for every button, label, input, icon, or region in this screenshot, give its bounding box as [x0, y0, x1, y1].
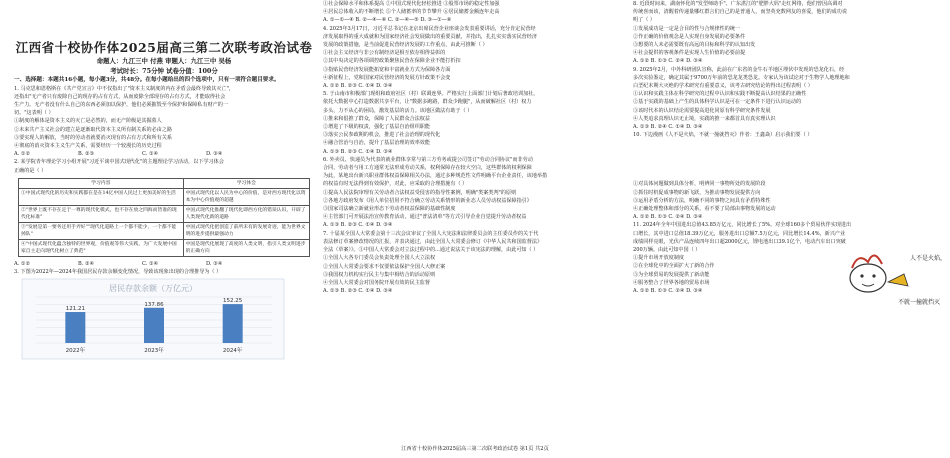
chart-category-label: 2024年: [222, 348, 243, 355]
question-line: A. ①② B. ①③ C. ②④ D. ③④: [633, 288, 703, 295]
option-b[interactable]: B. ②④: [78, 260, 95, 267]
study-table: [18, 178, 310, 257]
chart-data-label: 137.86: [144, 301, 164, 308]
table-cell: 中国式现代化推翻了现代化即西方化的错误认识，开辟了人类现代化新的道路: [183, 205, 309, 222]
question-line: ④全国人大常委会对国务院开展有效的民主监督: [323, 279, 430, 286]
table-cell: ②"世界上既不存在定于一尊的现代化模式，也不存在放之四海而皆准的现代化标准": [19, 205, 184, 222]
question-line: ③我国权力机构实行民主与集中相结合的活动原则: [323, 271, 436, 278]
question-line: ①社会保障水平和体系提高 ②中国式现代化轻松推进 ③股票市场的稳定性加强: [323, 1, 500, 7]
question-2-line: 2. 某学院青年理论学习小组开展"习近平谈中国式现代化"的主题理论学习活动，以下学习体会: [14, 159, 224, 166]
question-line: ③指贴民营经济发展能拓宽和丰富就业方式为保障各方面: [323, 66, 451, 73]
question-line: 发展的政策措施，是当前促进民营经济发展的工作重点，由此可推断（ ）: [323, 42, 488, 49]
question-line: A. ①—①—④ B. ②—④—⑥ C. ②—④—⑤ D. ③—①—⑥: [323, 17, 452, 24]
question-line: [633, 148, 938, 156]
exam-info: 考试时长：75分钟 试卷分值：100分: [110, 67, 218, 75]
column-left: [14, 0, 314, 458]
table-row: [19, 239, 310, 256]
question-line: ②全国人大常委会要求不仅要依法保护全国人大修正案: [323, 263, 446, 270]
question-line: 9. 2025年2月，中外科研团队宣称，此前在广东省的金牛石羊地区埋伏中发现的恐龙化石，经: [633, 66, 845, 73]
question-line: 全法（草案）》。③中国人大常委会对立法过程中的...通过说法关于该宪法的理解，由此可知（ ）: [323, 247, 539, 254]
question-line: 为此，某地出台新兴职业群体权益保障相关办法，通过多种规范性文件明确平台企业责任，该地举措: [323, 173, 548, 180]
question-line: ④新征程上，党和国家对民营经济的发展方针政策不会变: [323, 74, 451, 81]
question-line: 切。"这表明（ ）: [14, 110, 54, 117]
deposit-bar-chart: [22, 279, 284, 359]
option-c[interactable]: C. ①④: [142, 151, 159, 158]
question-line: ①提高人民法院审理有关劳动者合法权益受侵害的指导性案例，明确"类案类判"的原则: [323, 189, 517, 196]
option-a[interactable]: A. ①②: [14, 260, 31, 267]
questions-4-7: [323, 0, 625, 295]
question-line: ①社会主义经济与非公有制经济是相互依存相得益彰的: [323, 50, 446, 57]
question-line: 1. 马克思和恩格斯在《共产党宣言》中不仅指出了"资本主义制度的内在矛盾会最终导致其灭亡"，: [14, 85, 235, 92]
question-line: 济发展取得的重大成就和为国家经济社会发展做出的重要贡献，并指出，扎扎实实落实民营经济: [323, 33, 537, 40]
question-line: 口增长，其中进口总值18.39万亿元，服务进出口总额7.5万亿元，同比增长14.4%，新兴产业: [633, 230, 846, 237]
option-c[interactable]: C. ①④: [142, 260, 159, 267]
chart-title: 居民存款余额（万亿元）: [109, 284, 197, 294]
question-line: ②增进了下级的权责，强化了基层自治组织职能: [323, 124, 430, 131]
table-row: [19, 222, 310, 239]
question-line: ④人类追求真理认识无止境，实践的推一来都首具有真实理认识: [633, 115, 776, 122]
question-line: ①推来和倡推了群众，保障了人民群众合法权益: [323, 115, 430, 122]
question-line: A. ①③ B. ②③ C. ①④ D. ③④: [323, 222, 393, 229]
option-d[interactable]: D. ③④: [206, 260, 223, 267]
question-line: A. ①③ B. ②③ C. ①④ D. ③④: [323, 148, 393, 155]
question-line: 明了（ ）: [633, 17, 655, 24]
question-3-line: 3. 下图为2022年—2024年我国居民存款余额变化情况，导致该现象出现的合理推导为（ ）: [14, 268, 222, 275]
question-line: ③国家司法确立新就业形态下劳动者权益保障的基础性制度: [323, 206, 456, 213]
cartoon-face-icon: [850, 264, 886, 292]
table-cell: 中国是现代化展现了高度的人类文明，指引人类文明进步的正确方向: [183, 239, 309, 256]
table-cell: ④"中国式现代化蕴含独特的世界观，价值观等伟大实践，为广大发展中国家自主走向现代化树立了典范": [19, 239, 184, 256]
question-line: 生产力。无产者没有什么自己的东西必须加以保护，他们必须摧毁至今保护和保障私有财产的一: [14, 101, 228, 108]
column-middle: [323, 0, 625, 458]
chart-data-label: 121.21: [65, 306, 85, 313]
cartoon-illustration: [828, 242, 947, 312]
question-2-options: [14, 260, 314, 268]
question-line: ①全国人大各专门委员会负责处理全国人大立法权: [323, 255, 436, 262]
table-cell: 中国式现代化以人民为中心的价值，是对西方现代化以资本为中心价值观的超越: [183, 188, 309, 205]
question-line: A. ①② B. ①③ C. ②④ D. ③④: [633, 58, 703, 65]
question-line: ④社会提供的客观条件是实现人生价值的必要前提: [633, 50, 746, 57]
question-line: 11. 2024年全年中国进出总值43.85万亿元，同比增长了5%。对全球160多个贸易伙伴实现进出: [633, 222, 852, 229]
question-line: 200万辆。由此可知中国（ ）: [633, 247, 701, 254]
question-line: [633, 139, 938, 147]
question-line: 的权益有时无法得到有效保护，对此，应采取的合理措施有（ ）: [323, 181, 468, 188]
question-line: 6. 外卖员、快递员为代表的就业群体享常与第三方劳务或提公司签订"劳动合同协议"而非劳动: [323, 156, 533, 163]
question-line: 传统喜而该，清醒着传递量哪红群言们自己的是普通人，而坚英充数网友的喜爱，他们的成功说: [633, 9, 847, 16]
question-line: ③该时代本的认识结论需要提高进化同原有科学研究条件发展: [633, 107, 771, 114]
question-line: ②各地方政府发布《用人单位招用不符合确立劳动关系情形的新业态人员劳动权益保障指引》: [323, 197, 532, 204]
question-line: 5. 于山南市积极部门现组和政府社区（村）联调连界。严格实行上面部门计划后著政培训加社。: [323, 91, 539, 98]
question-line: ②基于实践的基础上产生的具体科学认识是可在一定条件下进行认识运动的: [633, 99, 802, 106]
chart-bar: [223, 304, 243, 343]
page-footer: 江西省十校协作体2025届高三第二次联考政治试卷 第1页 共2页: [401, 446, 549, 452]
question-line: ③运用矛盾分析的方法，明确不同的事物之间具有矛盾特殊性: [633, 197, 771, 204]
question-line: [633, 156, 938, 164]
question-line: 白垩纪末期大灭绝的学术研究有重要意义，该考古研究结论的得出过程表明（ ）: [633, 83, 813, 90]
question-line: A. ①② B. ②③ C. ①④ D. ③④: [323, 83, 393, 90]
cartoon-eye-icon: [860, 274, 863, 277]
chart-category-label: 2023年: [144, 348, 164, 355]
question-1-options: [14, 150, 314, 158]
question-line: ②抓住时机促成事物的新飞跃，为推动事物发展提供方向: [633, 189, 761, 196]
question-line: ④主管部门可开展法治宣传教育活动，通过"普法清单"等方式引导企业自觉提升劳动者权益: [323, 214, 527, 221]
question-line: 4. 2025年3月17日，习近平总书记在北京出席民营企业座谈会发表重要讲话，充分肯定民营经: [323, 25, 536, 32]
question-line: ③落实公民参政期的机会，推进了社会治理的现代化: [323, 132, 441, 139]
question-2-line: 正确的是（ ）: [14, 167, 47, 174]
question-1: [14, 85, 314, 151]
question-line: 依托大数据中心打造数据共享平台，让"数据多跑路，群众少跑腿"，从而破解社区（村）权力: [323, 99, 532, 106]
table-header: 学习体会: [183, 178, 309, 188]
question-line: ③为全球贸易的发展提供了新动能: [633, 271, 710, 278]
question-line: 成绩同样亮眼，光伏产品连续四年出口超2000亿元，锂电池出口39.1亿个，电动汽车出口突破: [633, 238, 846, 245]
table-row: [19, 188, 310, 205]
section-heading: 一、选择题：本题共16小题，每小题3分，共48分。在每小题给出的四个选项中，只有一项符合题目要求。: [14, 77, 280, 83]
question-line: A. ①③ B. ②③ C. ①④ D. ③④: [323, 288, 393, 295]
table-header: 学习内容: [19, 178, 184, 188]
question-line: ④居民总体收入的不断增长 ⑤个人储蓄率的节节攀升 ⑥居民储蓄金额连年走高: [323, 9, 500, 16]
chart-bar: [65, 312, 85, 343]
question-line: 10. 下边漫画《人不是火焰，不就一撞就挡灭》作者：王鑫焱）启示我们要（ ）: [633, 132, 813, 139]
table-row: [19, 205, 310, 222]
table-cell: ③"发展是第一要务还用手弄好""现代化道路上一个都不能少，一个都不能掉队": [19, 222, 184, 239]
question-line: ①提升市场开放度制度: [633, 255, 684, 262]
fire-extinguisher-icon: [888, 274, 908, 286]
question-line: ①对具体问题做到具体分析，明辨同一事物所处的发展阶段: [633, 181, 766, 188]
exam-authors: 命题人：九江三中 付燕 审题人：九江三中 吴杨: [96, 57, 232, 65]
question-line: 7. 十届某全国人大常委会第十三次会议审议了全国人大宪法和法律委员会的主任委员作的关于代: [323, 230, 539, 237]
question-line: ②作正确的价值观念是人实现自身发展的必要条件: [633, 33, 746, 40]
question-line: A. ①② B. ①③ C. ②④ D. ③④: [633, 214, 703, 221]
table-cell: 中国式现代化把创造了前所未有的发展奇迹，能为世界文明的进步提供最强动力: [183, 222, 309, 239]
question-line: ①发展成功是一定是合目的性与合规律性的统一: [633, 25, 740, 32]
option-b[interactable]: B. ②③: [78, 151, 95, 158]
question-line: ④彻底的消灭资本主义生产关系，需要经历一个较漫长的历史过程: [14, 142, 162, 149]
question-line: [633, 172, 938, 180]
question-line: 表法修订草案修改情况的汇报，并表决通过，由此全国人大常委会修订《中华人民共和国监督法》: [323, 238, 543, 245]
question-line: ④服务整合了世界各地的贸易市场: [633, 279, 710, 286]
question-line: ②未来共产主义社会的建立是逐渐取代资本主义所有制关系的必由之路: [14, 126, 172, 133]
exam-title: 江西省十校协作体2025届高三第二次联考政治试卷: [15, 40, 313, 55]
question-line: ④融合管治与自治，提升了基层治理的效率效能: [323, 140, 430, 147]
question-line: ③想要的人未必需要既有高远的目标和科学的认知出发: [633, 42, 756, 49]
question-line: 多次实验鉴定，确定其属于9700万年前的恐龙龙类恐龙。专家认为该试论对于生物学人地理地和: [633, 74, 850, 81]
option-a[interactable]: A. ①②: [14, 151, 31, 158]
chart-bar: [144, 308, 164, 343]
question-line: ③要实现人的解放，当时的劳动者就要消灭现有的占有方式和所有关系: [14, 134, 172, 141]
question-line: 多头，力不从心的困局，激发基层的活力。该地区做法有助于（ ）: [323, 107, 473, 114]
question-line: ②其中央决定的各项调控政策聚焦民营在保障企业不能打折扣: [323, 58, 461, 65]
chart-category-label: 2022年: [65, 348, 86, 355]
question-line: 8. 近段时间来，湖南怀化的"发型师助手"、广东湛江的"肥胖大妈"走红网络，他们曾因高调对: [633, 1, 843, 7]
cartoon-caption-bottom: 不就一撞就挡灭: [898, 299, 941, 306]
chart-data-label: 152.25: [223, 298, 243, 305]
column-right: [633, 0, 947, 458]
cartoon-eye-icon: [872, 274, 875, 277]
question-line: 还指出"无产者只有废除自己的现存的占有方式，从而废除全部现存的占有方式，才能取得社会: [14, 93, 226, 100]
question-line: ②在全球化中的全面扩大了新的合作: [633, 263, 715, 270]
table-cell: ①中国式现代化的历史和实践都在是在14亿中国人民过上更加美好的生活: [19, 188, 184, 205]
question-line: ④正确处理整体和部分的关系，看不要了局部由事物发展的运动: [633, 206, 776, 212]
question-line: ①制度的解体是资本主义的灭亡是必然的，而无产阶级是其掘墓人: [14, 118, 162, 125]
question-line: 合同，劳动者与用工方通常无法形成劳动关系，权利保障存在较大空白，这些群体的权利保障: [323, 165, 532, 172]
question-line: A. ①③ B. ②④ C. ①④ D. ③④: [633, 124, 703, 131]
question-line: ①认识和实践主体在科学研究的过程中认识和实践不断提高认识结果的正确性: [633, 91, 807, 98]
cartoon-caption-top: 人不是火焰，: [910, 255, 947, 262]
option-d[interactable]: D. ③④: [206, 151, 223, 158]
question-line: [633, 164, 938, 172]
